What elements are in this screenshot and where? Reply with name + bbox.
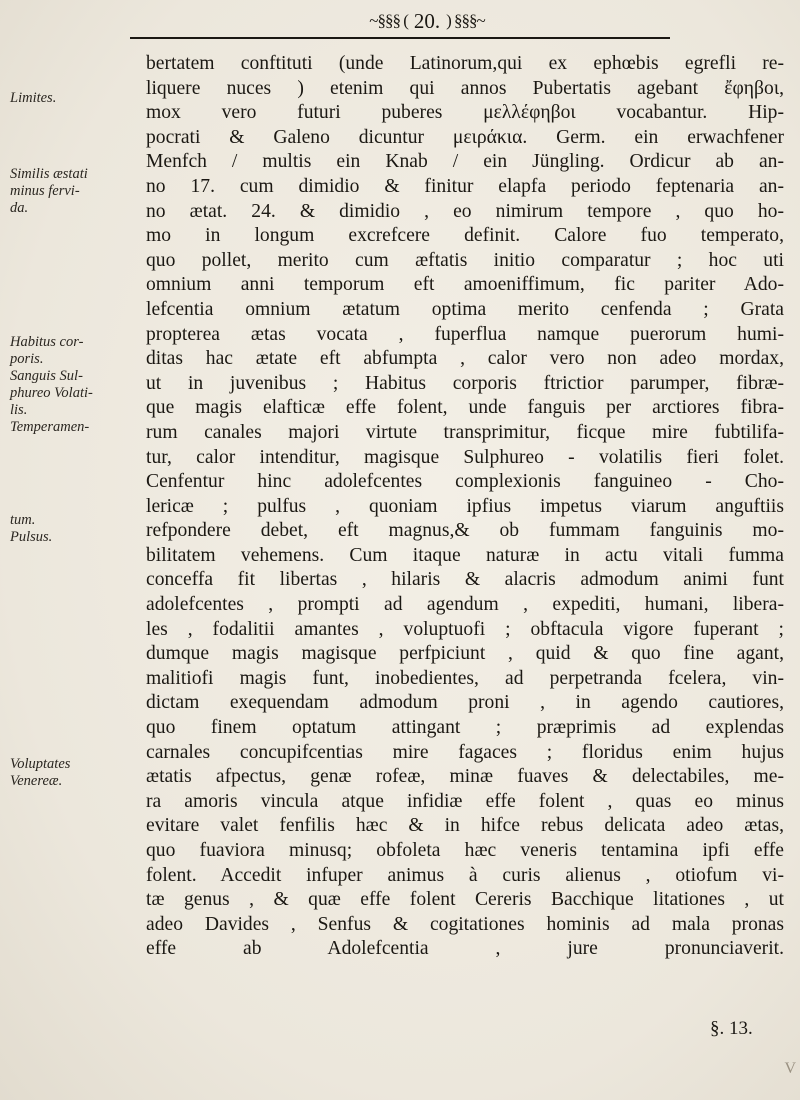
margin-note-2: [10, 166, 125, 217]
margin-note-5-line-1: Voluptates: [10, 756, 71, 772]
margin-note-3-line-4: phureo Volati-: [10, 385, 93, 401]
body-line: adeo Davides , Senfus & cogitationes hominis ad mala pronas: [146, 913, 784, 935]
margin-note-2-line-1: Similis æstati: [10, 166, 88, 182]
body-line: tæ genus , & quæ effe folent Cereris Bacchique litationes , ut: [146, 889, 784, 911]
body-line: propterea ætas vocata , fuperflua namque puerorum humi-: [146, 323, 784, 345]
body-line: quo pollet, merito cum æftatis initio comparatur ; hoc uti: [146, 249, 784, 271]
margin-note-2-line-3: da.: [10, 200, 29, 216]
body-line: ætatis afpectus, genæ rofeæ, minæ fuaves & delectabiles, me-: [146, 766, 784, 788]
body-line: pocrati & Galeno dicuntur μειράκια. Germ. ein erwachfener: [146, 126, 784, 148]
body-line: no ætat. 24. & dimidio , eo nimirum tempore , quo ho-: [146, 200, 784, 222]
body-line: conceffa fit libertas , hilaris & alacris admodum animi funt: [146, 569, 784, 591]
body-line: bilitatem vehemens. Cum itaque naturæ in actu vitali fumma: [146, 544, 784, 566]
body-line: malitiofi magis funt, inobedientes, ad perpetranda fcelera, vin-: [146, 667, 784, 689]
body-line: les , fodalitii amantes , voluptuofi ; obftacula vigore fuperant ;: [146, 618, 784, 640]
margin-note-3-line-5: lis.: [10, 402, 28, 418]
body-line: que magis elafticæ effe folent, unde fanguis per arctiores fibra-: [146, 397, 784, 419]
body-line: lericæ ; pulfus , quoniam ipfius impetus viarum anguftiis: [146, 495, 784, 517]
body-line: dictam exequendam admodum proni , in agendo cautiores,: [146, 692, 784, 714]
edge-mark: V: [784, 1060, 796, 1077]
margin-note-4-line-2: Pulsus.: [10, 529, 53, 545]
margin-note-3-line-3: Sanguis Sul-: [10, 368, 83, 384]
body-line: ra amoris vincula atque infidiæ effe folent , quas eo minus: [146, 790, 784, 812]
body-line: quo fuaviora minusq; obfoleta hæc veneris tentamina ipfi effe: [146, 840, 784, 861]
body-line: evitare valet fenfilis hæc & in hifce rebus delicata adeo ætas,: [146, 815, 784, 837]
body-line: [146, 962, 784, 987]
margin-note-3: [10, 334, 125, 436]
body-text: [146, 52, 784, 987]
margin-note-3-line-1: Habitus cor-: [10, 334, 84, 350]
catchword: §. 13.: [710, 1018, 753, 1039]
margin-note-1: Limites.: [10, 90, 57, 106]
body-line: rum canales majori virtute transprimitur, ficque mire fubtilifa-: [146, 421, 784, 443]
header-rule: [130, 37, 670, 39]
margin-note-5-line-2: Venereæ.: [10, 773, 63, 789]
body-line: folent. Accedit infuper animus à curis alienus , otiofum vi-: [146, 864, 784, 886]
body-line: liquere nuces ) etenim qui annos Pubertatis agebant ἔφηβοι,: [146, 77, 784, 99]
body-line: tur, calor intenditur, magisque Sulphureo - volatilis fieri folet.: [146, 446, 784, 468]
body-line: refpondere debet, eft magnus,& ob fummam fanguinis mo-: [146, 520, 784, 542]
header-ornament-right: ) §§§~: [446, 11, 485, 30]
body-line: mox vero futuri puberes μελλέφηβοι vocabantur. Hip-: [146, 102, 784, 124]
body-line: mo in longum excrefcere definit. Calore fuo temperato,: [146, 225, 784, 247]
page-header: [262, 6, 592, 36]
body-line: no 17. cum dimidio & finitur elapfa periodo feptenaria an-: [146, 175, 784, 197]
body-line: adolefcentes , prompti ad agendum , expediti, humani, libera-: [146, 594, 784, 616]
margin-note-5: [10, 756, 125, 790]
body-line: Cenfentur hinc adolefcentes complexionis fanguineo - Cho-: [146, 471, 784, 493]
margin-note-4: [10, 512, 125, 546]
header-ornament-left: ~§§§ (: [369, 11, 408, 30]
body-line: carnales concupifcentias mire fagaces ; floridus enim hujus: [146, 741, 784, 763]
body-line: omnium anni temporum eft amoeniffimum, fic pariter Ado-: [146, 274, 784, 296]
body-line: ditas hac ætate eft abfumpta , calor vero non adeo mordax,: [146, 348, 784, 370]
body-line: ut in juvenibus ; Habitus corporis ftrictior parumper, fibræ-: [146, 372, 784, 394]
body-line: dumque magis magisque perfpiciunt , quid & quo fine agant,: [146, 643, 784, 665]
body-line: effe ab Adolefcentia , jure pronunciaverit.: [146, 938, 784, 960]
margin-note-4-line-1: tum.: [10, 512, 36, 528]
body-line: Menfch / multis ein Knab / ein Jüngling. Ordicur ab an-: [146, 151, 784, 173]
body-line: bertatem conftituti (unde Latinorum,qui ex ephœbis egrefli re-: [146, 53, 784, 74]
margin-note-3-line-2: poris.: [10, 351, 44, 367]
body-line: lefcentia omnium ætatum optima merito cenfenda ; Grata: [146, 298, 784, 320]
page-number: 20.: [413, 8, 441, 33]
body-line: quo finem optatum attingant ; præprimis ad explendas: [146, 717, 784, 739]
margin-note-2-line-2: minus fervi-: [10, 183, 80, 199]
margin-note-3-line-6: Temperamen-: [10, 419, 90, 435]
